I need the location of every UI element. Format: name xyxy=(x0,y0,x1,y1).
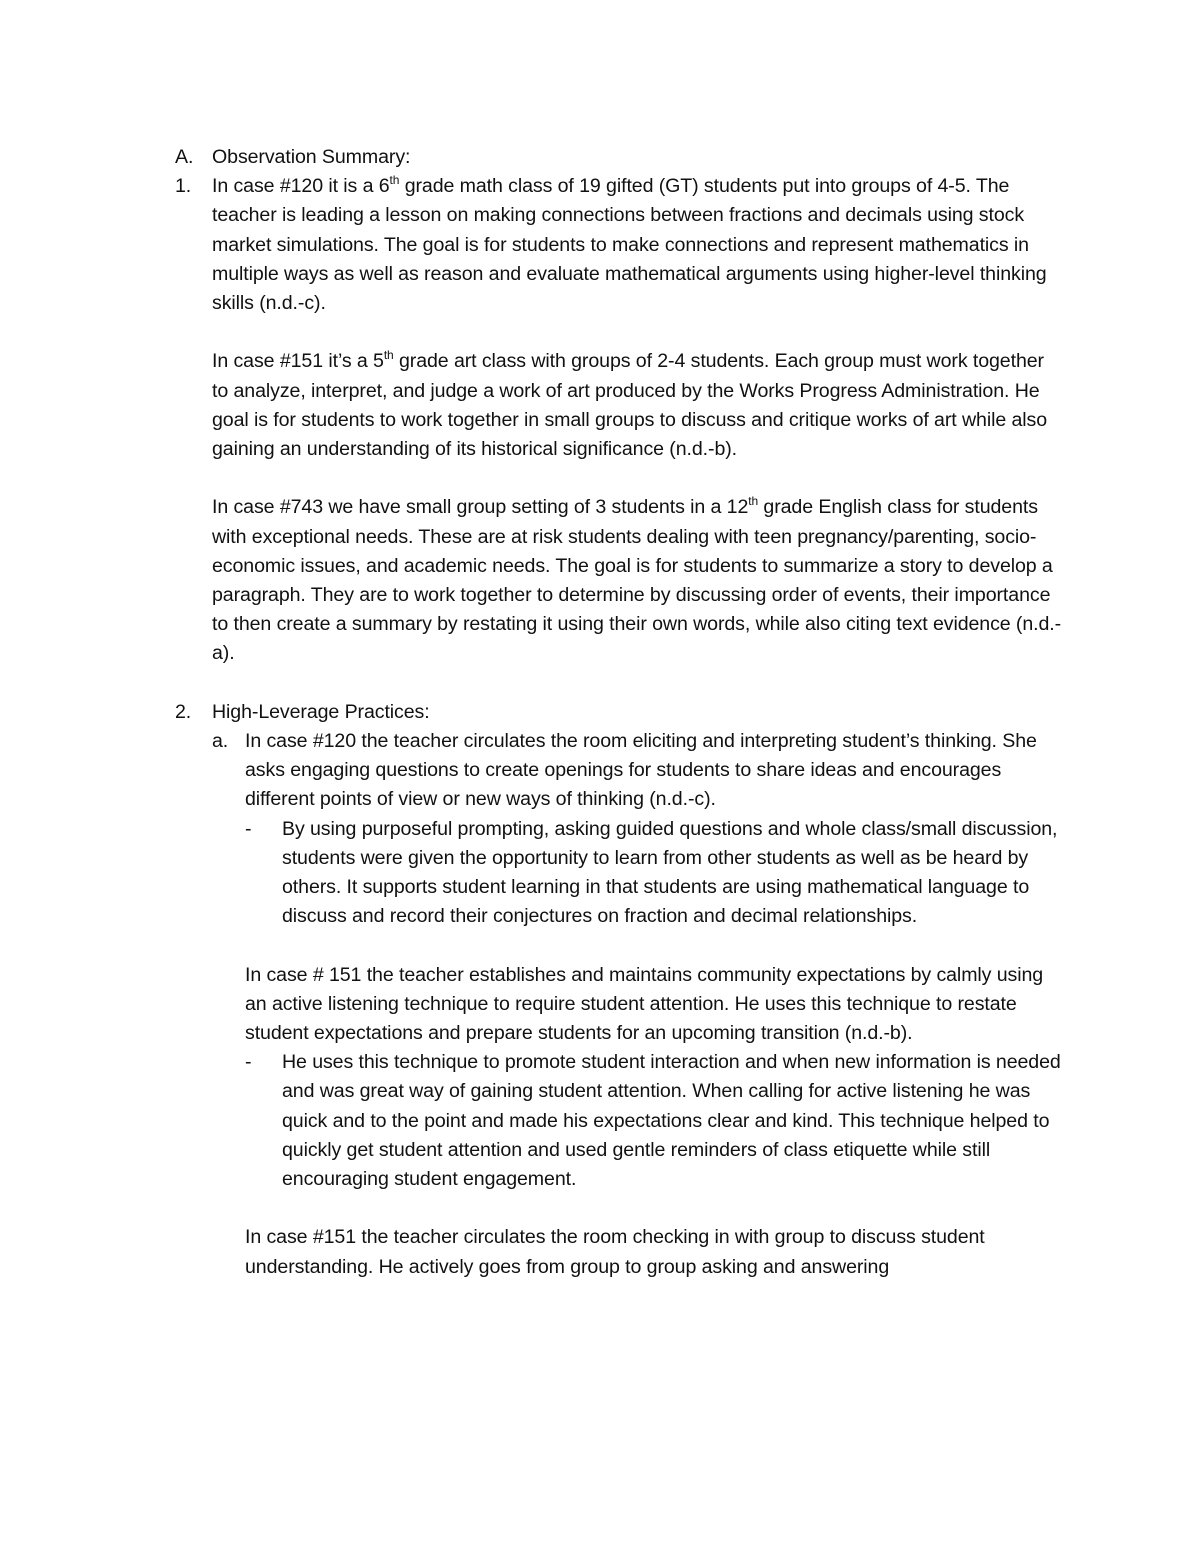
list-item-2-marker: 2. xyxy=(175,700,192,723)
high-leverage-heading: High-Leverage Practices: xyxy=(212,700,430,723)
bullet-1-text: By using purposeful prompting, asking guided questions and whole class/small discussion, students were given the opportunity to learn from other students as well as be heard by others. It supports student learning in that students are using mathematical language to discuss and record their conjectures on fraction and decimal relationships. xyxy=(282,817,1058,928)
paragraph-gap xyxy=(175,464,1065,493)
case-120-summary xyxy=(212,172,1065,318)
bullet-item-2 xyxy=(245,1048,1065,1194)
list-item-1-marker: 1. xyxy=(175,175,192,198)
bullet-2-text: He uses this technique to promote student interaction and when new information is needed and was great way of gaining student attention. When calling for active listening he was quick and to the point and made his expectations clear and kind. This technique helped to quickly get student attention and used gentle reminders of class etiquette while still encouraging student engagement. xyxy=(282,1051,1061,1191)
ordinal-suffix: th xyxy=(389,172,400,187)
case-151-community-expectations: In case # 151 the teacher establishes and maintains community expectations by calmly using an active listening technique to require student attention. He uses this technique to restate student expectations and prepare students for an upcoming transition (n.d.-b). xyxy=(245,963,1044,1045)
bullet-item-1 xyxy=(245,815,1065,932)
paragraph-gap xyxy=(175,318,1065,347)
document-body xyxy=(175,143,1065,1282)
paragraph-gap xyxy=(175,1194,1065,1223)
ordinal-suffix: th xyxy=(748,493,759,508)
case-151-summary-text: In case #151 it’s a 5 xyxy=(212,350,384,373)
section-a-title: Observation Summary: xyxy=(212,146,411,168)
case-743-summary xyxy=(212,493,1065,668)
case-743-summary-text: In case #743 we have small group setting of 3 students in a 12 xyxy=(212,496,749,519)
paragraph-gap xyxy=(175,931,1065,960)
ordinal-suffix: th xyxy=(383,347,394,362)
bullet-2-marker: - xyxy=(245,1051,252,1074)
case-151-summary-text-cont: grade art class with groups of 2-4 students. Each group must work together to analyze, interpret, and judge a work of art produced by the Works Progress Administration. He goal is for students to work together in small groups to discuss and critique works of art while also gaining an understanding of its historical significance (n.d.-b). xyxy=(212,350,1048,461)
section-a-heading xyxy=(175,143,1065,172)
case-151-circulates: In case #151 the teacher circulates the room checking in with group to discuss student understanding. He actively goes from group to group asking and answering xyxy=(245,1226,985,1278)
bullet-1-marker: - xyxy=(245,817,252,840)
section-a-marker: A. xyxy=(175,146,194,168)
case-120-summary-text: In case #120 it is a 6 xyxy=(212,175,390,198)
list-item-2 xyxy=(175,698,1065,727)
case-120-summary-text-cont: grade math class of 19 gifted (GT) students put into groups of 4-5. The teacher is leading a lesson on making connections between fractions and decimals using stock market simulations. The goal is for students to make connections and represent mathematics in multiple ways as well as reason and evaluate mathematical arguments using higher-level thinking skills (n.d.-c). xyxy=(212,175,1047,315)
case-151-summary xyxy=(212,347,1065,464)
case-120-practice: In case #120 the teacher circulates the room eliciting and interpreting student’s thinking. She asks engaging questions to create openings for students to share ideas and encourages different points of view or new ways of thinking (n.d.-c). xyxy=(245,730,1037,811)
sub-item-a xyxy=(212,727,1065,815)
paragraph-gap xyxy=(175,669,1065,698)
list-item-1 xyxy=(175,172,1065,318)
sub-item-a-marker: a. xyxy=(212,730,229,753)
case-743-summary-text-cont: grade English class for students with exceptional needs. These are at risk students dealing with teen pregnancy/parenting, socio-economic issues, and academic needs. The goal is for students to summarize a story to develop a paragraph. They are to work together to determine by discussing order of events, their importance to then create a summary by restating it using their own words, while also citing text evidence (n.d.-a). xyxy=(212,496,1062,665)
